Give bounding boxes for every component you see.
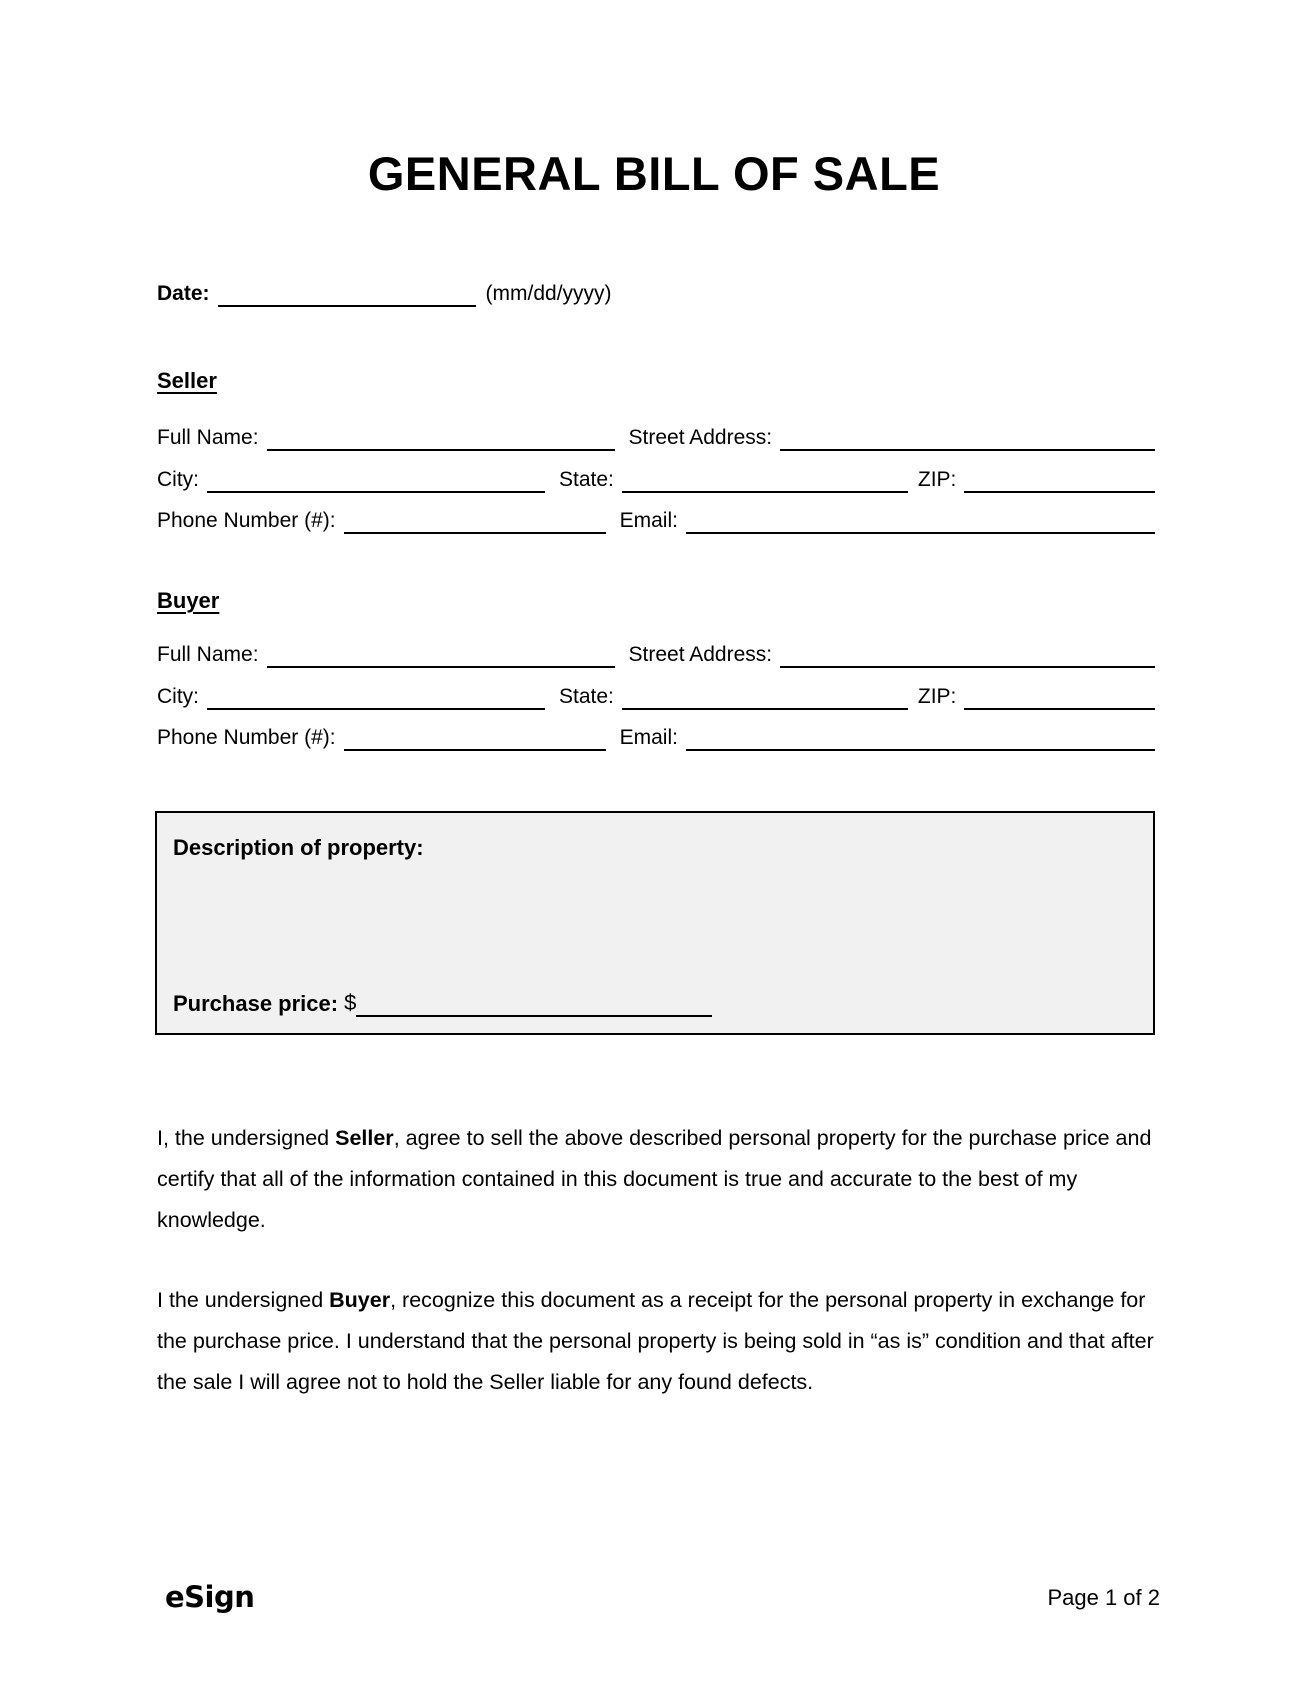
date-label: Date: — [157, 282, 210, 305]
buyer-statement-post: , recognize this document as a receipt for the personal property in exchange for the purchase price. I understand that the personal property is being sold in “as is” condition and that after the sale I will agree not to hold the Seller liable for any found defects. — [157, 1288, 1154, 1394]
street-address-label: Street Address: — [628, 426, 773, 449]
zip-label: ZIP: — [917, 468, 957, 491]
page-number-indicator: Page 1 of 2 — [1047, 1585, 1160, 1610]
date-format-hint: (mm/dd/yyyy) — [485, 282, 612, 305]
seller-state-line[interactable] — [622, 469, 908, 493]
buyer-statement-pre: I the undersigned — [157, 1288, 330, 1312]
property-description-box — [155, 811, 1155, 1035]
purchase-price-label: Purchase price: — [173, 991, 339, 1016]
seller-phone-email-row — [157, 507, 1155, 534]
esign-logo: eSign — [165, 1580, 255, 1614]
seller-city-state-zip-row — [157, 466, 1155, 493]
state-label: State: — [559, 685, 614, 708]
buyer-city-line[interactable] — [207, 686, 545, 710]
seller-phone-line[interactable] — [344, 510, 606, 534]
seller-street-address-line[interactable] — [780, 427, 1155, 451]
buyer-zip-line[interactable] — [964, 686, 1155, 710]
street-address-label: Street Address: — [628, 643, 773, 666]
seller-heading: Seller — [157, 368, 217, 393]
description-of-property-label: Description of property: — [173, 835, 424, 860]
seller-name-address-row — [157, 424, 1155, 451]
buyer-full-name-line[interactable] — [267, 644, 615, 668]
description-input-area[interactable] — [173, 861, 1135, 989]
seller-email-line[interactable] — [686, 510, 1155, 534]
buyer-email-line[interactable] — [686, 727, 1155, 751]
buyer-phone-email-row — [157, 724, 1155, 751]
buyer-statement-bold-word: Buyer — [329, 1288, 391, 1312]
buyer-phone-line[interactable] — [344, 727, 606, 751]
seller-statement-pre: I, the undersigned — [157, 1126, 336, 1150]
email-label: Email: — [619, 726, 678, 749]
phone-label: Phone Number (#): — [157, 726, 336, 749]
state-label: State: — [559, 468, 614, 491]
buyer-name-address-row — [157, 641, 1155, 668]
buyer-state-line[interactable] — [622, 686, 908, 710]
purchase-price-input-line[interactable] — [356, 992, 712, 1017]
buyer-heading: Buyer — [157, 588, 220, 613]
full-name-label: Full Name: — [157, 426, 259, 449]
city-label: City: — [157, 468, 199, 491]
buyer-street-address-line[interactable] — [780, 644, 1155, 668]
seller-zip-line[interactable] — [964, 469, 1155, 493]
date-row — [157, 280, 1155, 307]
phone-label: Phone Number (#): — [157, 509, 336, 532]
buyer-statement-paragraph — [157, 1280, 1157, 1403]
email-label: Email: — [619, 509, 678, 532]
dollar-sign: $ — [344, 990, 357, 1015]
seller-statement-bold-word: Seller — [335, 1126, 394, 1150]
date-input-line[interactable] — [218, 283, 476, 307]
zip-label: ZIP: — [917, 685, 957, 708]
page-title: GENERAL BILL OF SALE — [367, 147, 941, 200]
purchase-price-row — [173, 989, 1135, 1017]
seller-statement-post: , agree to sell the above described personal property for the purchase price and certify that all of the information contained in this document is true and accurate to the best of my knowledge. — [157, 1126, 1152, 1232]
buyer-city-state-zip-row — [157, 683, 1155, 710]
city-label: City: — [157, 685, 199, 708]
seller-statement-paragraph — [157, 1118, 1157, 1241]
full-name-label: Full Name: — [157, 643, 259, 666]
seller-city-line[interactable] — [207, 469, 545, 493]
seller-full-name-line[interactable] — [267, 427, 615, 451]
